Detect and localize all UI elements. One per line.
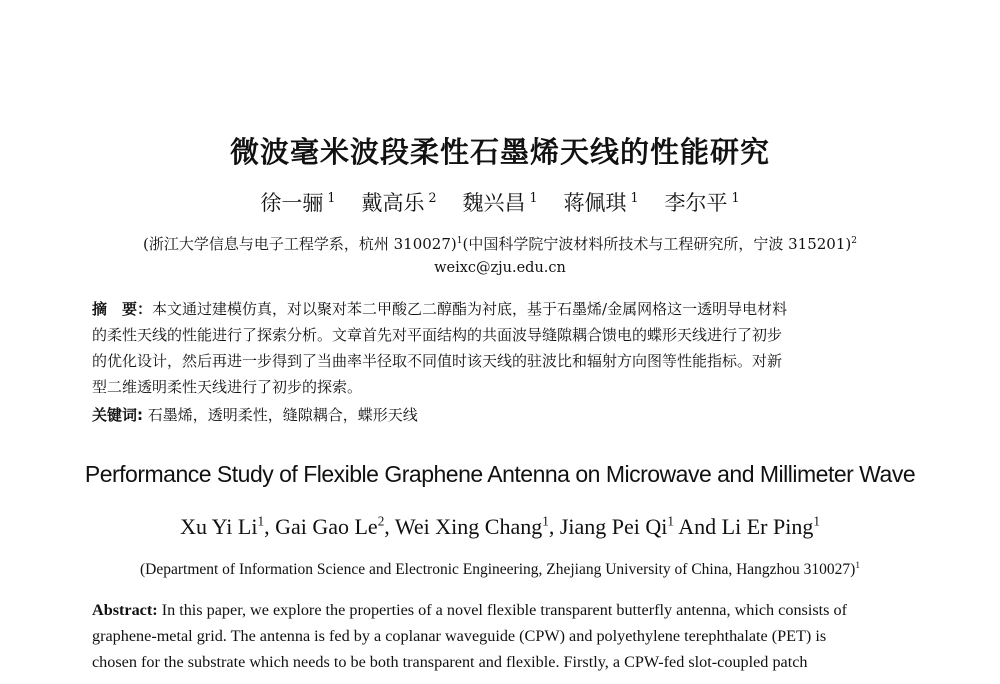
- abstract-cn-line: [92, 296, 910, 322]
- keywords-cn-label: 关键词:: [92, 406, 143, 424]
- affiliation-cn-part1: (浙江大学信息与电子工程学系，杭州 310027): [143, 235, 457, 253]
- author-separator: ,: [264, 514, 276, 539]
- paper-title-en: Performance Study of Flexible Graphene Antenna on Microwave and Millimeter Wave: [84, 461, 916, 487]
- author-name-cn: 魏兴昌: [462, 191, 526, 215]
- author-affiliation-mark: 1: [323, 190, 336, 205]
- author-separator: ,: [384, 514, 395, 539]
- author-name-cn: 徐一骊: [260, 191, 324, 215]
- email-address[interactable]: weixc@zju.edu.cn: [434, 260, 566, 276]
- author-list-en: [0, 514, 1000, 540]
- author-affiliation-mark: 1: [727, 190, 740, 205]
- author-affiliation-mark: 2: [377, 513, 385, 529]
- abstract-en-line: graphene-metal grid. The antenna is fed by a coplanar waveguide (CPW) and polyethylene terephthalate (PET) is: [92, 627, 827, 645]
- author-name-en: Jiang Pei Qi: [559, 514, 668, 539]
- author-separator: ,: [548, 514, 560, 539]
- abstract-cn-text: 本文通过建模仿真，对以聚对苯二甲酸乙二醇酯为衬底，基于石墨烯/金属网格这一透明导电材料: [152, 300, 788, 318]
- abstract-cn-line: 的柔性天线的性能进行了探索分析。文章首先对平面结构的共面波导缝隙耦合馈电的蝶形天线进行了初步: [92, 326, 783, 344]
- author-name-cn: 李尔平: [664, 191, 728, 215]
- affiliation-cn-sup1: 1: [456, 236, 463, 246]
- abstract-en-text: In this paper, we explore the properties of a novel flexible transparent butterfly antenna, which consists of: [161, 601, 847, 619]
- author-affiliation-mark: 1: [257, 513, 265, 529]
- abstract-cn-line: 的优化设计，然后再进一步得到了当曲率半径取不同值时该天线的驻波比和辐射方向图等性能指标。对新: [92, 352, 783, 370]
- abstract-cn-line: 型二维透明柔性天线进行了初步的探索。: [92, 378, 363, 396]
- abstract-en: [92, 597, 910, 675]
- author-name-en: Gai Gao Le: [275, 514, 378, 539]
- author-name-en: Xu Yi Li: [180, 514, 258, 539]
- abstract-en-line: chosen for the substrate which needs to be both transparent and flexible. Firstly, a CPW-fed slot-coupled patch: [92, 653, 808, 671]
- abstract-cn: [92, 296, 910, 400]
- abstract-en-label: Abstract:: [92, 601, 158, 619]
- keywords-cn: [92, 404, 910, 425]
- author-affiliation-mark: 1: [542, 513, 549, 529]
- affiliation-cn: [0, 233, 1000, 254]
- keywords-cn-text: 石墨烯，透明柔性，缝隙耦合，蝶形天线: [147, 406, 418, 424]
- affiliation-cn-sup2: 2: [851, 236, 857, 246]
- affiliation-cn-part2: (中国科学院宁波材料所技术与工程研究所，宁波 315201): [462, 235, 852, 253]
- author-name-en: And Li Er Ping: [678, 514, 814, 539]
- author-name-cn: 蒋佩琪: [563, 191, 627, 215]
- author-affiliation-mark: 1: [525, 190, 538, 205]
- abstract-en-line: [92, 597, 910, 623]
- author-name-en: Wei Xing Chang: [394, 514, 543, 539]
- author-affiliation-mark: 2: [424, 190, 437, 205]
- author-affiliation-mark: 1: [813, 513, 820, 529]
- affiliation-en: [0, 561, 1000, 579]
- affiliation-en-text: (Department of Information Science and Electronic Engineering, Zhejiang University of China, Hangzhou 310027): [139, 561, 856, 578]
- author-affiliation-mark: 1: [626, 190, 639, 205]
- author-affiliation-mark: 1: [667, 513, 674, 529]
- abstract-cn-label: 摘 要：: [92, 300, 153, 318]
- paper-title-cn: 微波毫米波段柔性石墨烯天线的性能研究: [229, 135, 770, 169]
- author-name-cn: 戴高乐: [361, 191, 425, 215]
- affiliation-en-sup: 1: [855, 560, 861, 571]
- author-list-cn: [0, 187, 1000, 217]
